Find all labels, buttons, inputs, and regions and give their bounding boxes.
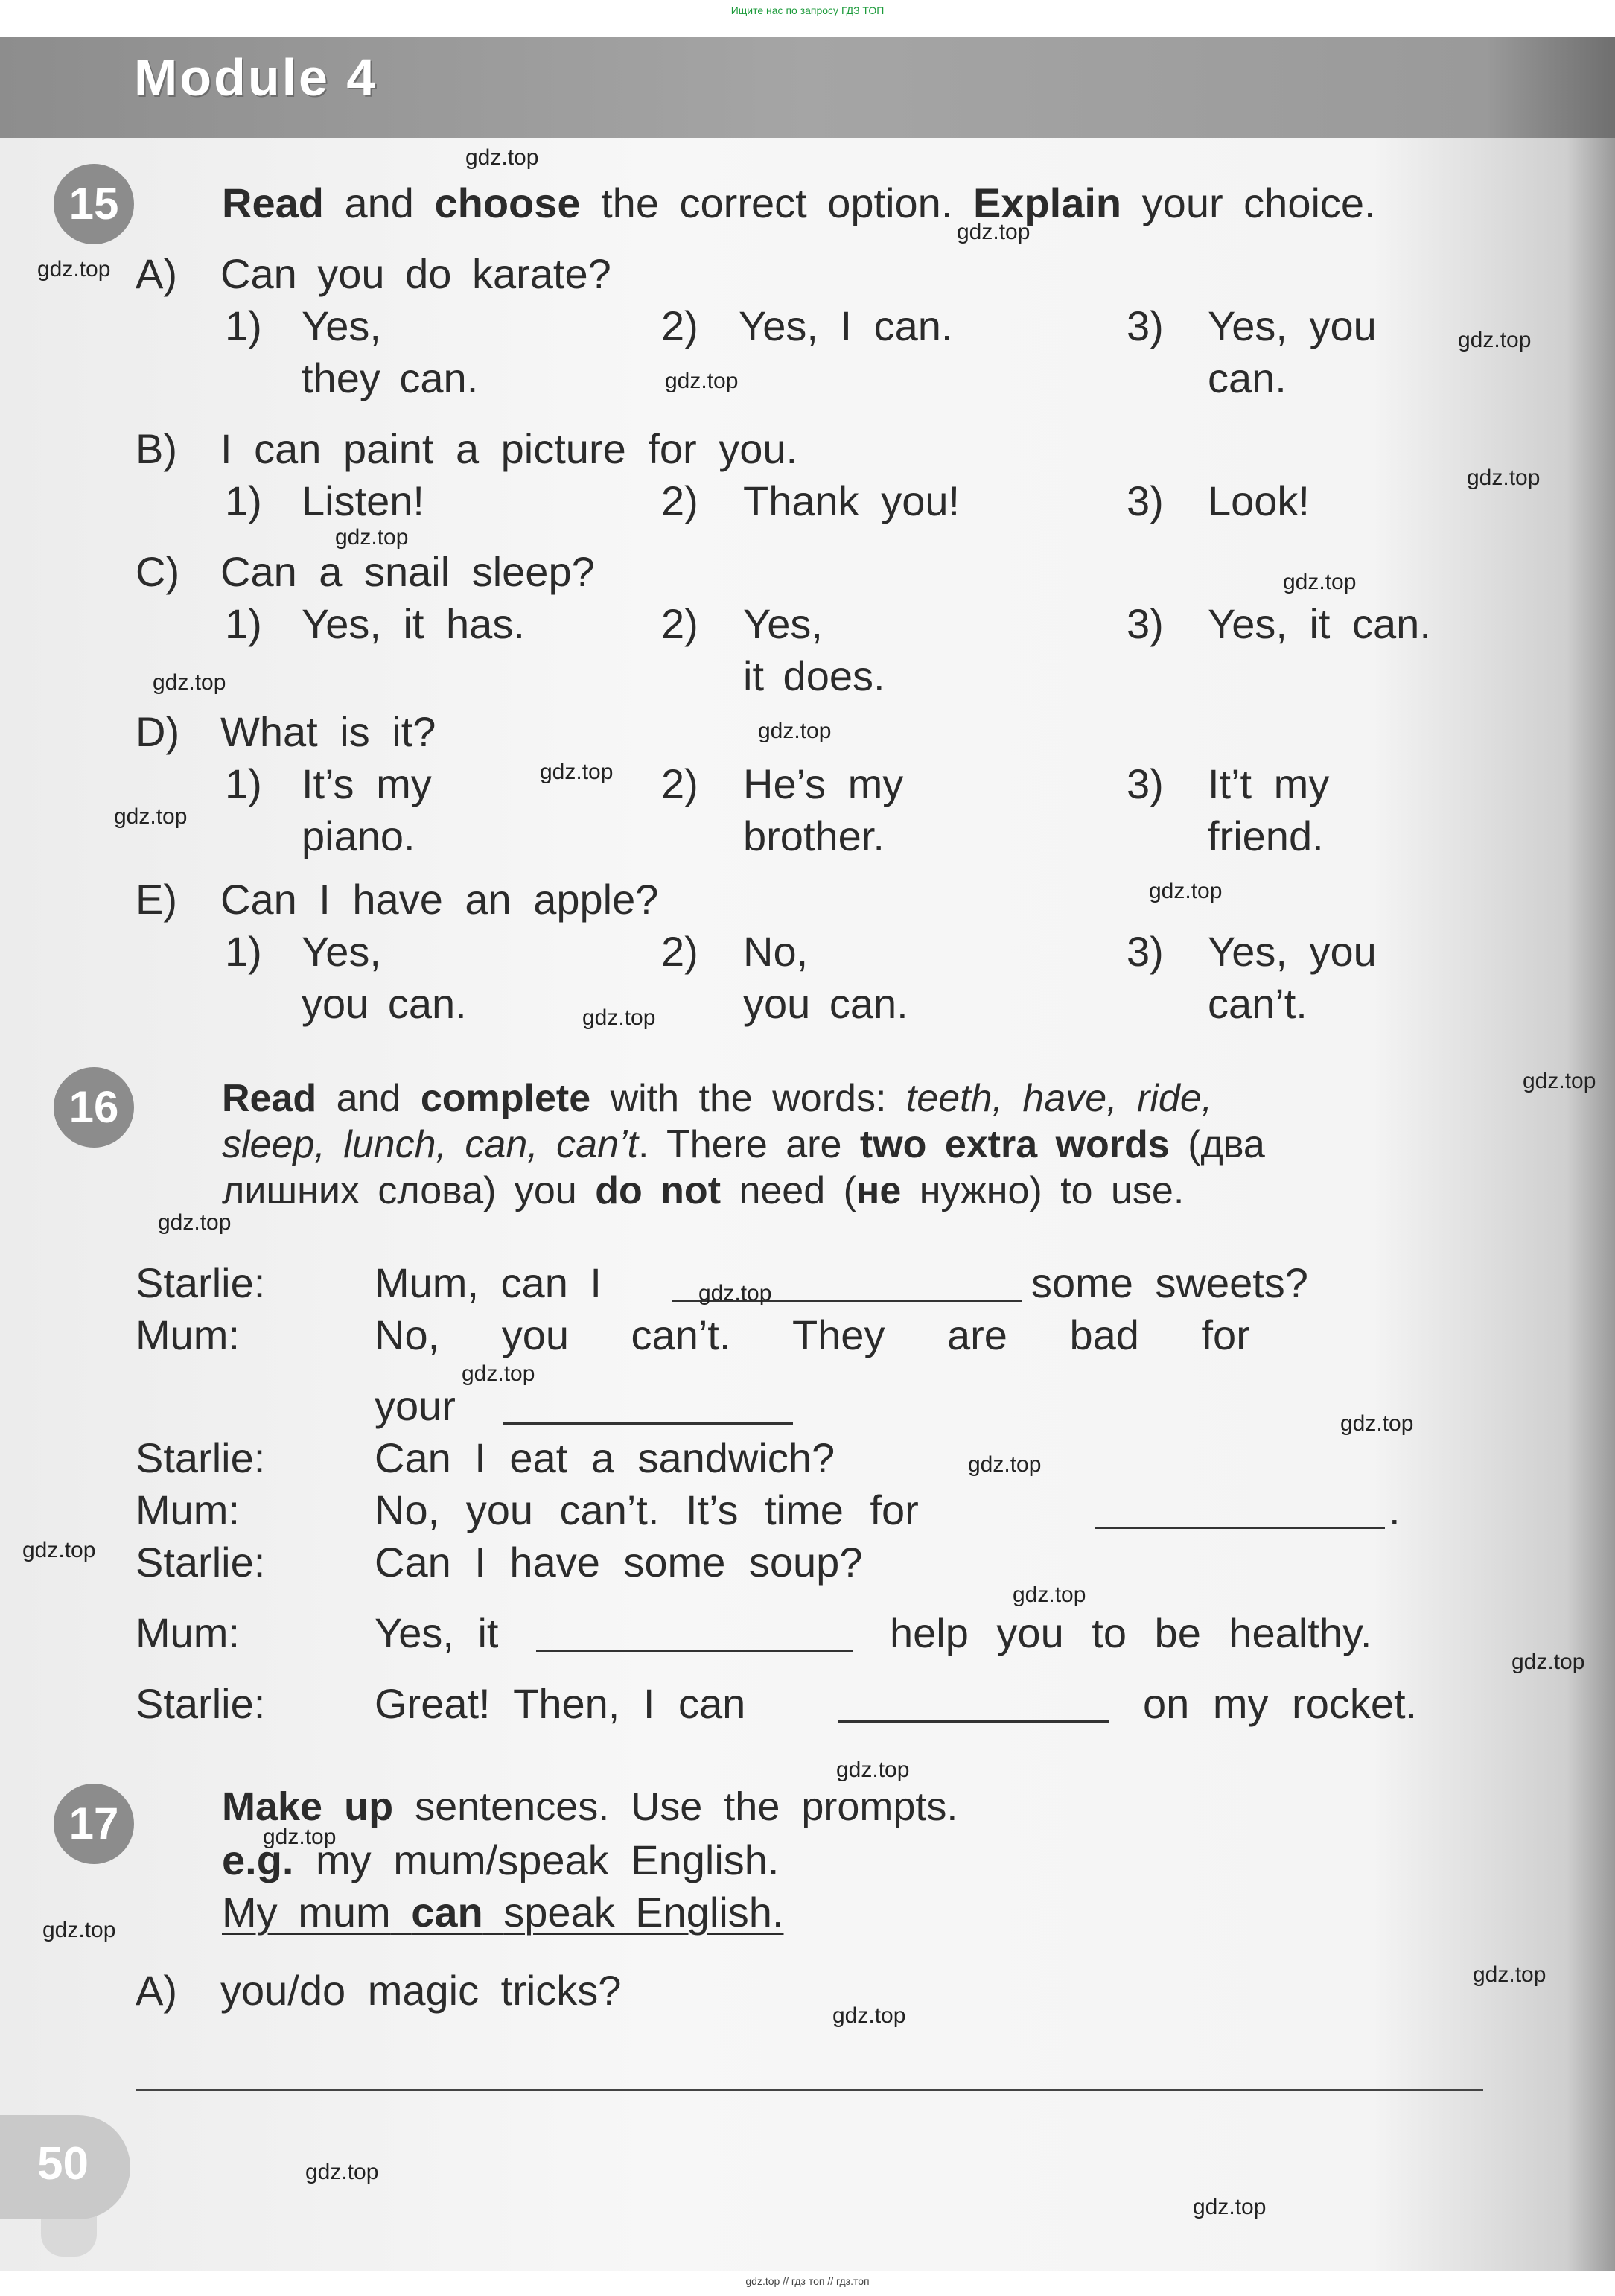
- ex15-d-question: What is it?: [220, 708, 436, 755]
- module-header: [0, 37, 1615, 138]
- ex15-d-option-3: It’t my: [1208, 760, 1330, 807]
- ex15-a-option-2-num: 2): [661, 302, 698, 349]
- workbook-page: [0, 37, 1615, 2271]
- ex15-e-option-3: Yes, you: [1208, 928, 1377, 975]
- watermark: gdz.top: [1458, 328, 1532, 352]
- dialog-line-cont: your: [375, 1382, 456, 1429]
- dialog-speaker: Mum:: [136, 1311, 240, 1358]
- ex15-a-option-1: Yes,: [302, 302, 381, 349]
- ex15-e-option-1-cont: you can.: [302, 980, 467, 1027]
- exercise-17-instruction: Make up sentences. Use the prompts.: [222, 1784, 958, 1829]
- ex15-b-option-3-num: 3): [1127, 477, 1164, 524]
- ex15-b-option-1: Listen!: [302, 477, 424, 524]
- ex15-a-option-3-cont: can.: [1208, 354, 1287, 401]
- ex15-d-option-2-num: 2): [661, 760, 698, 807]
- ex15-a-option-1-cont: they can.: [302, 354, 479, 401]
- ex15-d-option-3-cont: friend.: [1208, 812, 1324, 859]
- ex15-c-option-2-num: 2): [661, 600, 698, 647]
- ex15-e-option-1-num: 1): [225, 928, 262, 975]
- watermark: gdz.top: [665, 369, 739, 393]
- ex15-e-option-3-num: 3): [1127, 928, 1164, 975]
- watermark: gdz.top: [1473, 1962, 1546, 1987]
- dialog-speaker: Starlie:: [136, 1259, 266, 1306]
- ex15-a-option-3: Yes, you: [1208, 302, 1377, 349]
- watermark: gdz.top: [153, 670, 226, 695]
- dialog-speaker: Mum:: [136, 1486, 240, 1533]
- dialog-line: No, you can’t. They are bad for: [375, 1311, 1250, 1358]
- ex17-a-letter: A): [136, 1967, 177, 2014]
- ex15-e-letter: E): [136, 876, 177, 923]
- watermark: gdz.top: [1340, 1411, 1414, 1436]
- watermark: gdz.top: [462, 1361, 535, 1386]
- top-note: Ищите нас по запросу ГДЗ ТОП: [730, 4, 885, 16]
- dialog-line: some sweets?: [1031, 1259, 1308, 1306]
- ex15-a-question: Can you do karate?: [220, 250, 611, 297]
- dialog-blank[interactable]: [1095, 1527, 1385, 1529]
- exercise-15-number: 15: [54, 164, 134, 244]
- ex15-b-option-2: Thank you!: [743, 477, 961, 524]
- dialog-line: Great! Then, I can: [375, 1680, 746, 1727]
- ex15-e-option-1: Yes,: [302, 928, 381, 975]
- ex15-c-option-2-cont: it does.: [743, 652, 885, 699]
- watermark: gdz.top: [1512, 1650, 1585, 1674]
- watermark: gdz.top: [968, 1452, 1042, 1477]
- dialog-speaker: Starlie:: [136, 1434, 266, 1481]
- exercise-15-instruction: Read and choose the correct option. Explain your choice.: [222, 179, 1376, 226]
- ex15-b-option-1-num: 1): [225, 477, 262, 524]
- ex15-e-option-2-cont: you can.: [743, 980, 908, 1027]
- dialog-line: .: [1389, 1486, 1401, 1533]
- ex15-d-letter: D): [136, 708, 180, 755]
- ex17-a-prompt: you/do magic tricks?: [220, 1967, 622, 2014]
- example-answer: My mum can speak English.: [222, 1889, 784, 1936]
- dialog-line: Yes, it: [375, 1609, 499, 1656]
- watermark: gdz.top: [1467, 465, 1541, 490]
- exercise-16-number: 16: [54, 1067, 134, 1148]
- watermark: gdz.top: [1523, 1069, 1596, 1093]
- ex15-c-option-1: Yes, it has.: [302, 600, 525, 647]
- ex15-d-option-1: It’s my: [302, 760, 432, 807]
- dialog-line: Mum, can I: [375, 1259, 602, 1306]
- watermark: gdz.top: [22, 1538, 96, 1562]
- ex15-d-option-3-num: 3): [1127, 760, 1164, 807]
- ex15-a-letter: A): [136, 250, 177, 297]
- ex15-d-option-1-cont: piano.: [302, 812, 415, 859]
- ex15-a-option-3-num: 3): [1127, 302, 1164, 349]
- page-number: 50: [37, 2138, 89, 2190]
- ex15-a-option-1-num: 1): [225, 302, 262, 349]
- ex15-b-option-2-num: 2): [661, 477, 698, 524]
- module-title: Module 4: [134, 48, 378, 106]
- ex15-c-option-2: Yes,: [743, 600, 823, 647]
- ex15-d-option-1-num: 1): [225, 760, 262, 807]
- ex15-c-letter: C): [136, 548, 180, 595]
- exercise-16-instruction-line-3: лишних слова) you do not need (не нужно) to use.: [222, 1169, 1185, 1212]
- watermark: gdz.top: [758, 719, 832, 743]
- dialog-line: Can I eat a sandwich?: [375, 1434, 835, 1481]
- watermark: gdz.top: [540, 760, 614, 784]
- dialog-blank[interactable]: [503, 1422, 793, 1425]
- dialog-blank[interactable]: [838, 1720, 1109, 1723]
- ex17-a-answer-line[interactable]: [136, 2089, 1483, 2091]
- example-prompt: e.g. my mum/speak English.: [222, 1837, 780, 1883]
- watermark: gdz.top: [1193, 2195, 1267, 2219]
- dialog-line: on my rocket.: [1143, 1680, 1418, 1727]
- ex15-e-option-2: No,: [743, 928, 809, 975]
- dialog-line: Can I have some soup?: [375, 1539, 863, 1586]
- ex15-c-option-3: Yes, it can.: [1208, 600, 1431, 647]
- ex15-b-option-3: Look!: [1208, 477, 1310, 524]
- ex15-b-question: I can paint a picture for you.: [220, 425, 798, 472]
- watermark: gdz.top: [465, 145, 539, 170]
- ex15-b-letter: B): [136, 425, 177, 472]
- ex15-a-option-2: Yes, I can.: [739, 302, 953, 349]
- ex15-d-option-2: He’s my: [743, 760, 904, 807]
- ex15-c-option-3-num: 3): [1127, 600, 1164, 647]
- bottom-note: gdz.top // гдз топ // гдз.топ: [745, 2275, 870, 2287]
- ex15-c-option-1-num: 1): [225, 600, 262, 647]
- dialog-speaker: Starlie:: [136, 1539, 266, 1586]
- watermark: gdz.top: [582, 1005, 656, 1030]
- ex15-e-question: Can I have an apple?: [220, 876, 659, 923]
- dialog-speaker: Starlie:: [136, 1680, 266, 1727]
- ex15-e-option-2-num: 2): [661, 928, 698, 975]
- ex15-e-option-3-cont: can’t.: [1208, 980, 1307, 1027]
- dialog-line: No, you can’t. It’s time for: [375, 1486, 919, 1533]
- exercise-17-number: 17: [54, 1784, 134, 1864]
- watermark: gdz.top: [114, 804, 188, 829]
- exercise-16-instruction-line-2: sleep, lunch, can, can’t. There are two extra words (два: [222, 1123, 1265, 1166]
- watermark: gdz.top: [832, 2003, 906, 2028]
- watermark: gdz.top: [698, 1281, 772, 1306]
- watermark: gdz.top: [957, 220, 1031, 244]
- watermark: gdz.top: [1013, 1583, 1086, 1607]
- watermark: gdz.top: [158, 1210, 232, 1235]
- watermark: gdz.top: [42, 1918, 116, 1942]
- dialog-speaker: Mum:: [136, 1609, 240, 1656]
- watermark: gdz.top: [37, 257, 111, 282]
- watermark: gdz.top: [1149, 879, 1223, 903]
- watermark: gdz.top: [335, 525, 409, 550]
- exercise-16-instruction-line-1: Read and complete with the words: teeth, have, ride,: [222, 1077, 1213, 1120]
- watermark: gdz.top: [263, 1825, 337, 1849]
- ex15-c-question: Can a snail sleep?: [220, 548, 595, 595]
- dialog-line: help you to be healthy.: [890, 1609, 1372, 1656]
- watermark: gdz.top: [836, 1758, 910, 1782]
- ex15-d-option-2-cont: brother.: [743, 812, 885, 859]
- watermark: gdz.top: [305, 2160, 379, 2184]
- watermark: gdz.top: [1283, 570, 1357, 594]
- dialog-blank[interactable]: [536, 1650, 853, 1652]
